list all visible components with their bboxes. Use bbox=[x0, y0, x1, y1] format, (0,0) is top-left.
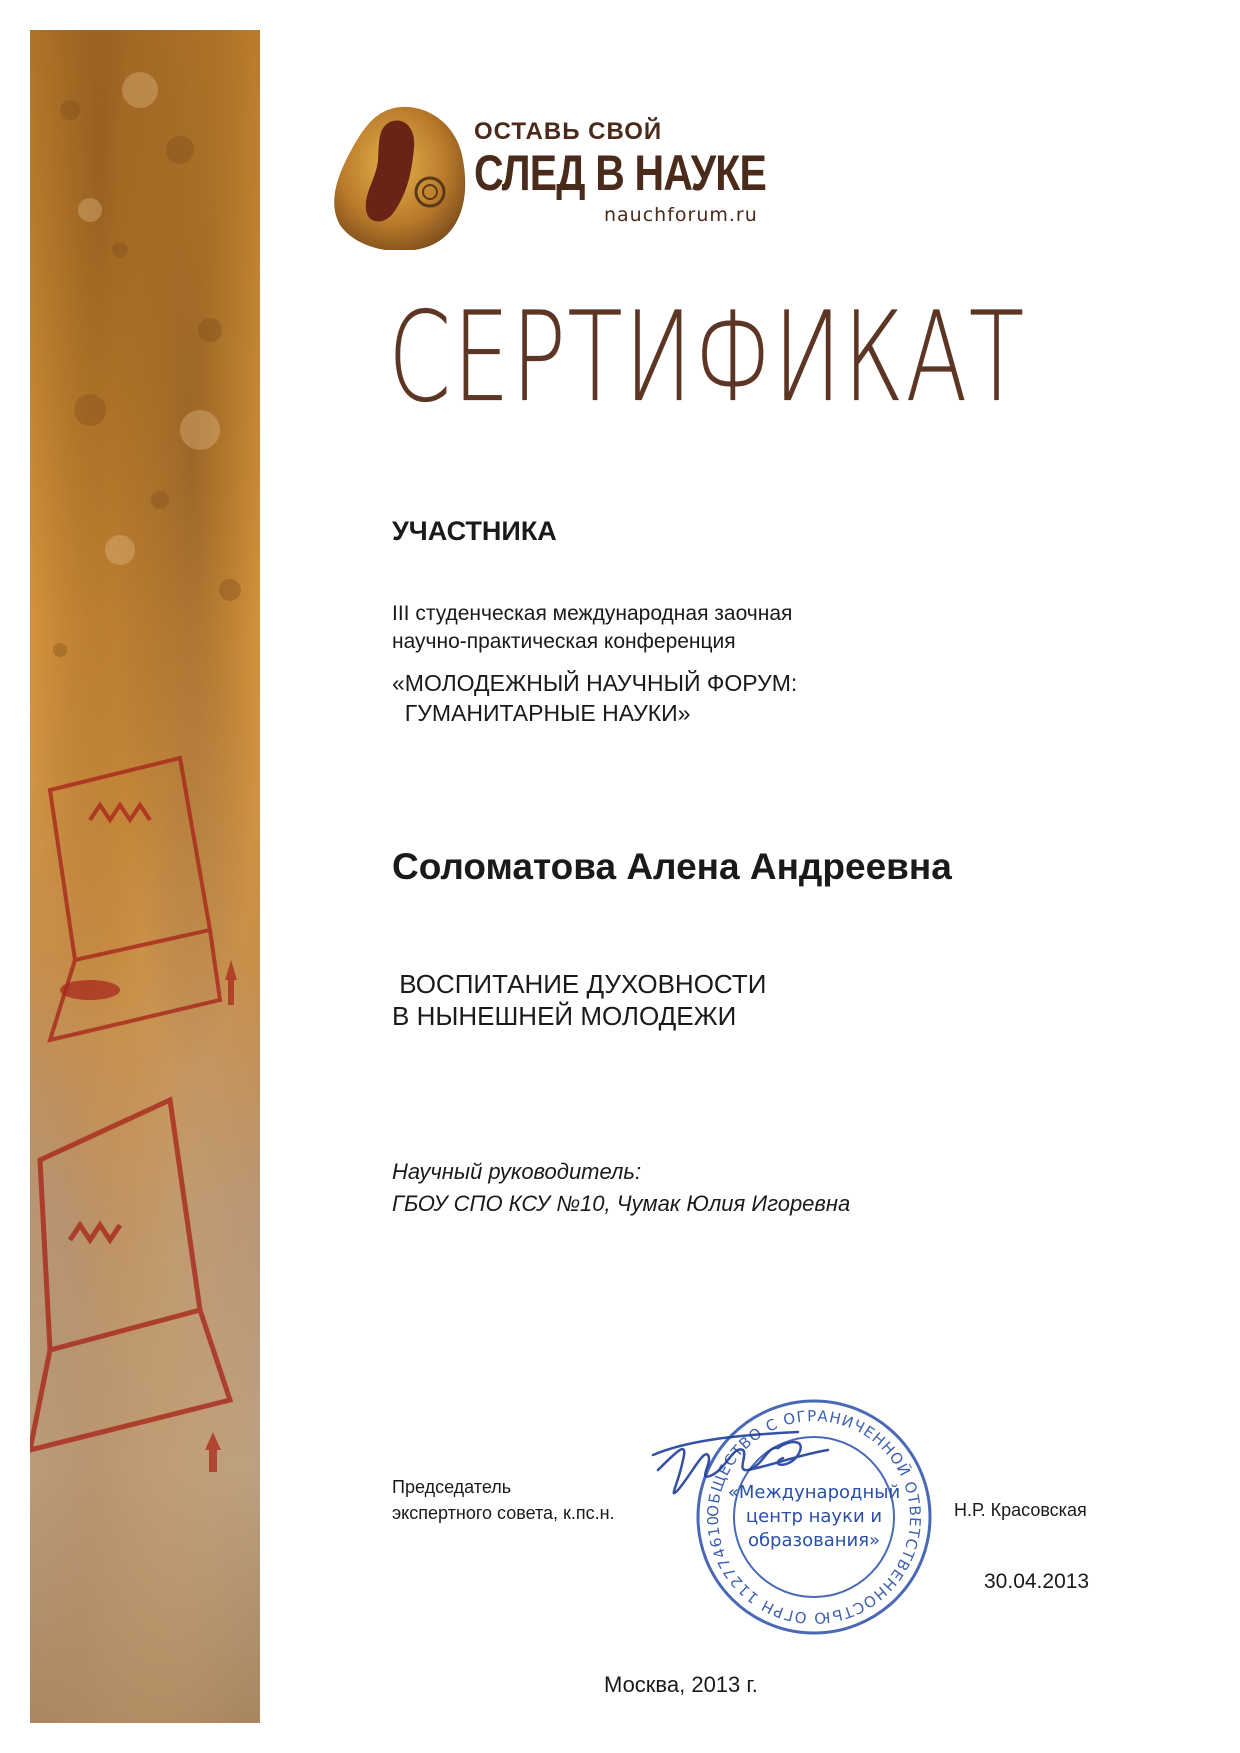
certificate-title: СЕРТИФИКАТ bbox=[388, 286, 1026, 430]
rock-art-illustration bbox=[30, 30, 260, 1723]
participant-name: Соломатова Алена Андреевна bbox=[392, 846, 952, 887]
supervisor-block bbox=[392, 1156, 850, 1220]
chair-title-line: экспертного совета, к.пс.н. bbox=[392, 1503, 615, 1523]
chair-title bbox=[392, 1474, 615, 1526]
chair-title-line: Председатель bbox=[392, 1477, 512, 1497]
participant-label: УЧАСТНИКА bbox=[392, 516, 557, 546]
logo-title: СЛЕД В НАУКЕ bbox=[474, 145, 766, 201]
issue-date: 30.04.2013 bbox=[984, 1570, 1090, 1593]
conference-description-line: III студенческая международная заочная bbox=[392, 602, 793, 625]
stamp-center-line: центр науки и bbox=[745, 1506, 883, 1527]
decorative-side-band bbox=[30, 30, 260, 1723]
logo-tagline: ОСТАВЬ СВОЙ bbox=[474, 118, 663, 145]
site-logo bbox=[332, 100, 802, 250]
conference-description bbox=[392, 600, 792, 656]
supervisor-label: Научный руководитель: bbox=[392, 1159, 642, 1184]
city-year: Москва, 2013 г. bbox=[604, 1672, 758, 1697]
paper-topic bbox=[392, 968, 766, 1032]
conference-description-line: научно-практическая конференция bbox=[392, 630, 736, 653]
amber-stone-icon bbox=[332, 100, 472, 250]
paper-topic-line: В НЫНЕШНЕЙ МОЛОДЕЖИ bbox=[392, 1001, 737, 1031]
conference-name-line: ГУМАНИТАРНЫЕ НАУКИ» bbox=[392, 700, 691, 726]
handwritten-signature bbox=[648, 1410, 838, 1520]
conference-name-line: «МОЛОДЕЖНЫЙ НАУЧНЫЙ ФОРУМ: bbox=[392, 670, 798, 696]
logo-url: nauchforum.ru bbox=[604, 204, 758, 226]
chair-name: Н.Р. Красовская bbox=[954, 1500, 1087, 1520]
stamp-center-line: образования» bbox=[747, 1530, 881, 1551]
conference-name bbox=[392, 668, 797, 728]
stamp-center-line: «Международный bbox=[727, 1482, 901, 1503]
stamp-ring-text: ОБЩЕСТВО С ОГРАНИЧЕННОЙ ОТВЕТСТВЕННОСТЬЮ ОГРН 112774610 bbox=[703, 1406, 925, 1628]
paper-topic-line: ВОСПИТАНИЕ ДУХОВНОСТИ bbox=[392, 969, 767, 999]
supervisor-name: ГБОУ СПО КСУ №10, Чумак Юлия Игоревна bbox=[392, 1191, 851, 1216]
